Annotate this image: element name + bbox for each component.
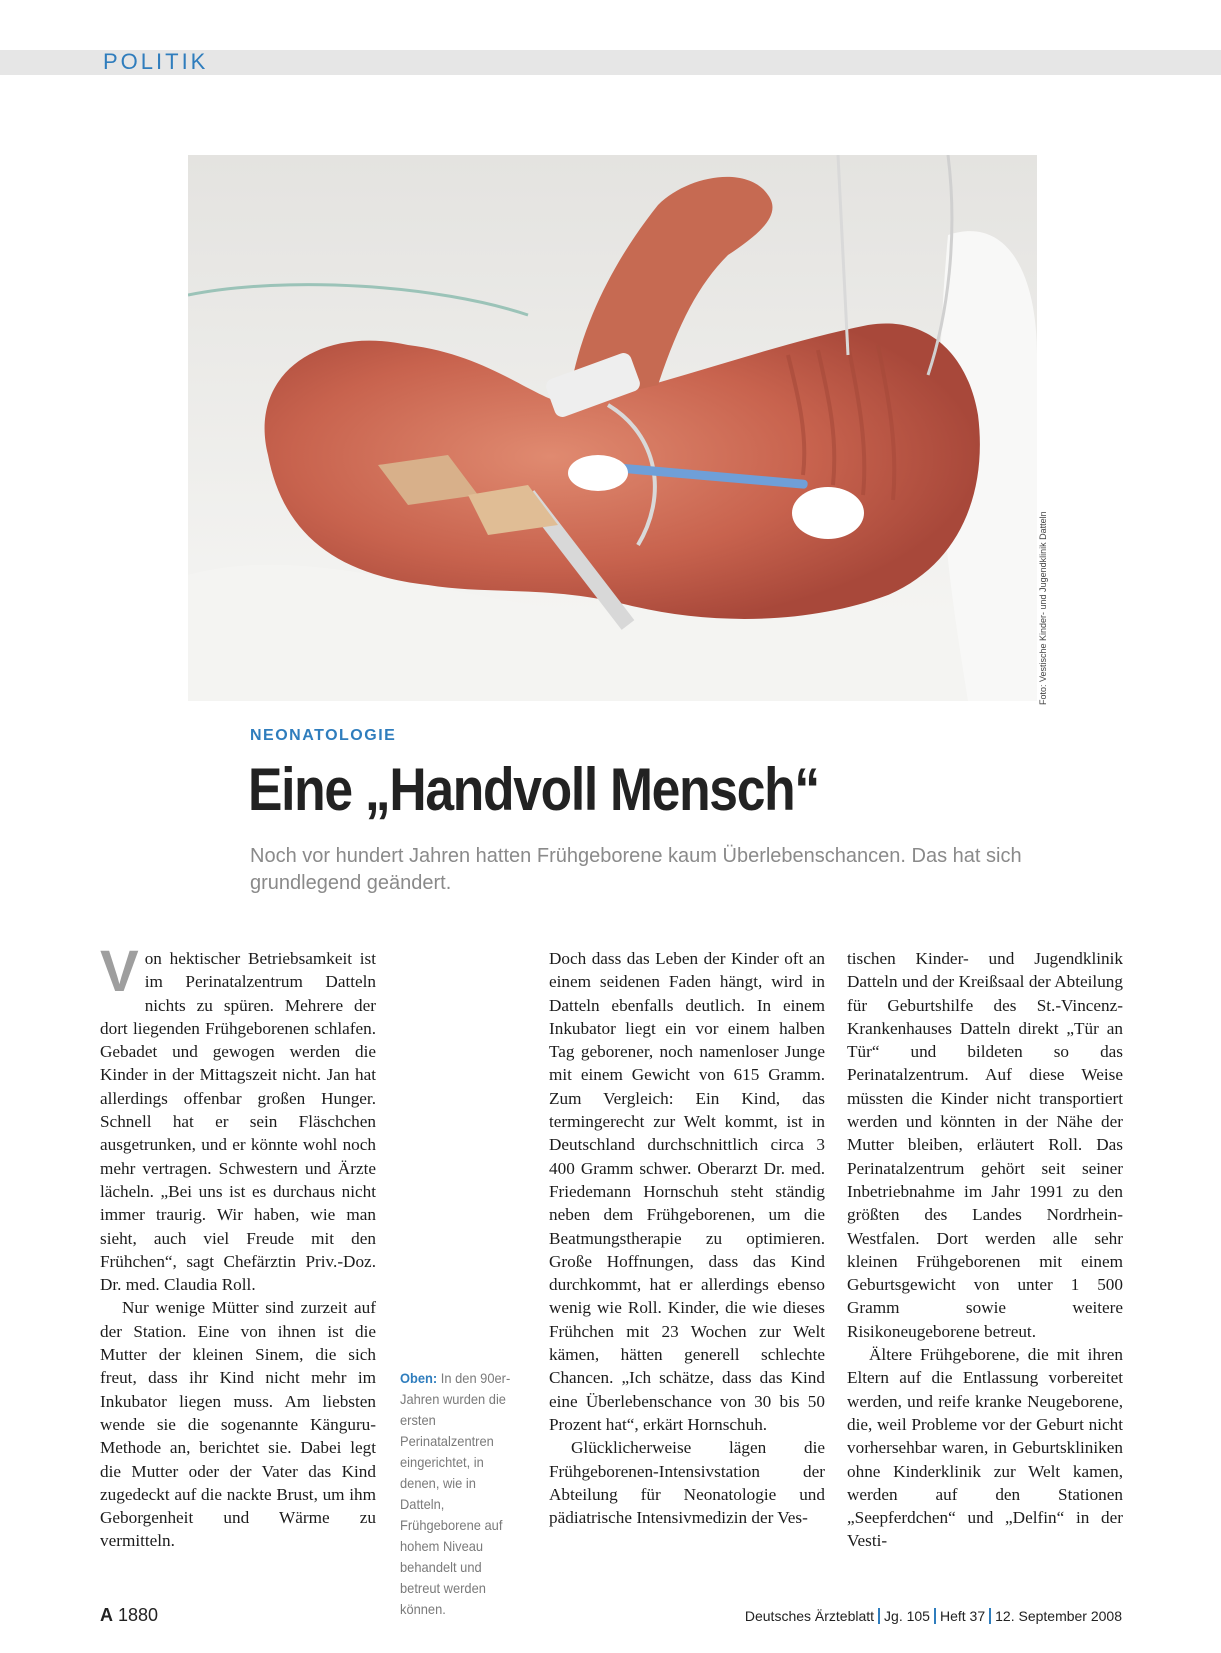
page-prefix: A (100, 1605, 113, 1625)
caption-label: Oben: (400, 1370, 438, 1386)
journal-volume: Jg. 105 (884, 1608, 930, 1624)
paragraph: Doch dass das Leben der Kinder oft an einem seidenen Faden hängt, wird in Datteln ebenfalls deutlich. In einem Inkubator liegt ein vor einem halben Tag geborener, noch namenloser Junge mit einem Gewicht von 615 Gramm. Zum Vergleich: Ein Kind, das termingerecht zur Welt kommt, ist in Deutschland durchschnittlich circa 3 400 Gramm schwer. Oberarzt Dr. med. Friedemann Hornschuh steht ständig neben dem Frühgeborenen, um die Beatmungstherapie zu optimieren. Große Hoffnungen, dass das Kind durchkommt, hat er allerdings ebenso wenig wie Roll. Kinder, die wie dieses Frühchen mit 23 Wochen zur Welt kämen, hätten generell schlechte Chancen. „Ich schätze, dass das Kind eine Überlebenschance von 30 bis 50 Prozent hat“, erkärt Hornschuh. (549, 949, 825, 1434)
separator (989, 1608, 991, 1624)
paragraph: Nur wenige Mütter sind zurzeit auf der Station. Eine von ihnen ist die Mutter der kleinen Sinem, die sich freut, dass ihr Kind nicht mehr im Inkubator liegen muss. Am liebsten wende sie die sogenannte Känguru-Methode an, berichtet sie. Dabei legt die Mutter oder der Vater das Kind zugedeckt auf die nackte Brust, um ihm Geborgenheit und Wärme zu vermitteln. (100, 1298, 376, 1551)
paragraph-text: on hektischer Betriebsamkeit ist im Perinatalzentrum Datteln nichts zu spüren. Mehrere der dort liegenden Frühgeborenen schlafen. Gebadet und gewogen werden die Kinder in der Mittagszeit nicht. Jan hat allerdings offenbar großen Hunger. Schnell hat er sein Fläschchen ausgetrunken, und er könnte wohl noch mehr vertragen. Schwestern und Ärzte lächeln. „Bei uns ist es durchaus nicht immer traurig. Wir haben, wie man sieht, auch viel Freude mit den Frühchen“, sagt Chefärztin Priv.-Doz. Dr. med. Claudia Roll. (100, 949, 376, 1295)
paragraph (100, 939, 376, 1296)
drop-cap: V (100, 939, 139, 1004)
journal-date: 12. September 2008 (995, 1608, 1122, 1624)
article-photo (188, 155, 1037, 701)
photo-credit: Foto: Vestische Kinder- und Jugendklinik Datteln (1038, 511, 1048, 705)
paragraph: Ältere Frühgeborene, die mit ihren Eltern auf die Entlassung vorbereitet werden, und reife kranke Neugeborene, die, weil Probleme vor der Geburt nicht vorhersehbar waren, in Geburtskliniken ohne Kinderklinik zur Welt kamen, werden auf den Stationen „Seepferdchen“ und „Delfin“ in der Vesti- (847, 1345, 1123, 1551)
journal-name: Deutsches Ärzteblatt (744, 1608, 875, 1624)
article-column-3 (847, 947, 1123, 1553)
article-kicker: NEONATOLOGIE (250, 727, 397, 744)
page-number-value: 1880 (118, 1605, 159, 1625)
article-headline: Eine „Handvoll Mensch“ (248, 756, 819, 823)
journal-info (745, 1608, 1122, 1624)
paragraph: tischen Kinder- und Jugendklinik Datteln und der Kreißsaal der Abteilung für Geburtshilfe des St.-Vincenz-Krankenhauses Datteln direkt „Tür an Tür“ und bildeten so das Perinatalzentrum. Auf diese Weise müssten die Kinder nicht transportiert werden und könnten in der Nähe der Mutter bleiben, erläutert Roll. Das Perinatalzentrum gehört seit seiner Inbetriebnahme im Jahr 1991 zu den größten des Landes Nordrhein-Westfalen. Dort werden alle sehr kleinen Frühgeborenen mit einem Geburtsgewicht von unter 1 500 Gramm sowie weitere Risikoneugeborene betreut. (847, 949, 1123, 1341)
caption-text: In den 90er-Jahren wurden die ersten Perinatalzentren eingerichtet, in denen, wie in Datteln, Frühgeborene auf hohem Niveau behandelt und betreut werden können. (400, 1370, 511, 1617)
journal-issue: Heft 37 (939, 1608, 986, 1624)
article-column-1 (100, 939, 376, 1553)
separator (878, 1608, 880, 1624)
section-label: POLITIK (103, 49, 209, 74)
article-column-2 (549, 947, 825, 1529)
separator (934, 1608, 936, 1624)
premature-infant-illustration (188, 155, 1037, 701)
article-lead: Noch vor hundert Jahren hatten Frühgeborene kaum Überlebenschancen. Das hat sich grundlegend geändert. (250, 845, 1022, 894)
page-number (100, 1605, 158, 1626)
paragraph: Glücklicherweise lägen die Frühgeborenen-Intensivstation der Abteilung für Neonatologie und pädiatrische Intensivmedizin der Ves- (549, 1438, 825, 1528)
photo-caption (400, 1368, 521, 1620)
